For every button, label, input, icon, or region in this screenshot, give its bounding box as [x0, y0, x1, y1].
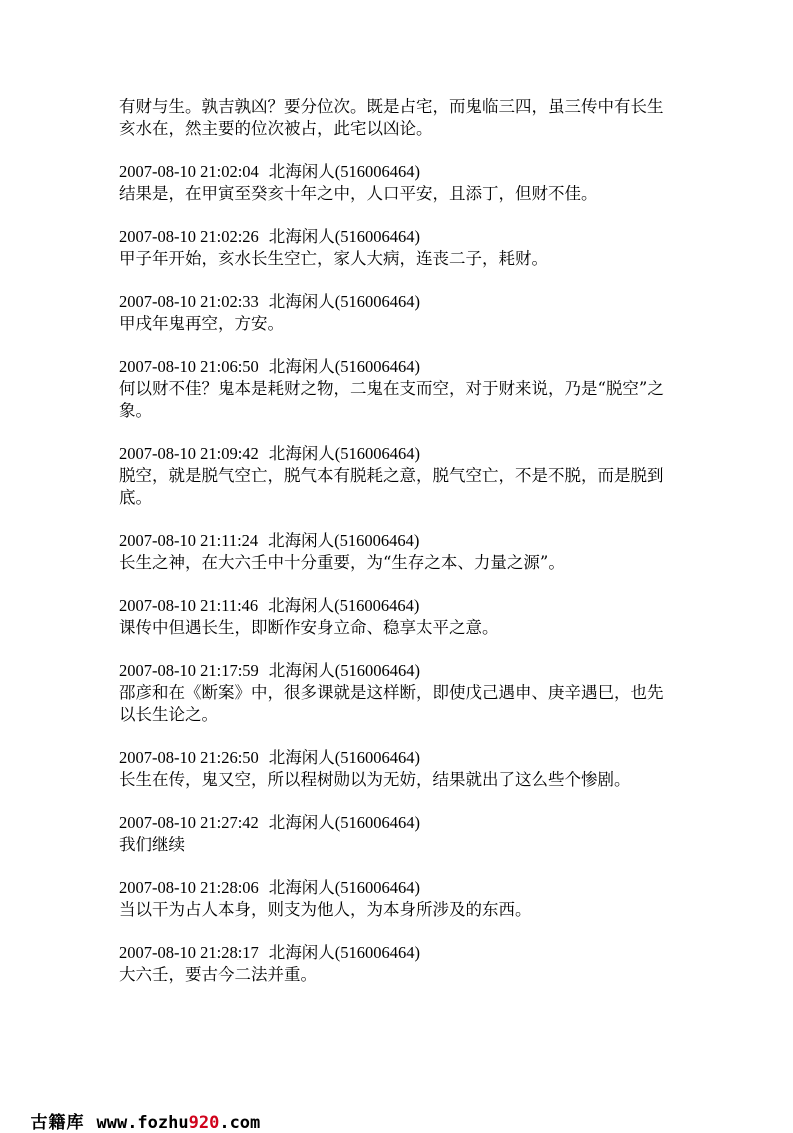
- entry-message: 甲戌年鬼再空，方安。: [119, 314, 284, 333]
- entry-author: 北海闲人(516006464): [268, 748, 421, 767]
- url-suffix: .com: [219, 1113, 261, 1133]
- entry-author: 北海闲人(516006464): [268, 878, 421, 897]
- entry-author: 北海闲人(516006464): [268, 292, 421, 311]
- chat-entry: [119, 877, 679, 921]
- entry-author: 北海闲人(516006464): [268, 813, 421, 832]
- entry-header: [119, 660, 679, 682]
- entry-timestamp: 2007-08-10 21:17:59: [119, 661, 259, 680]
- entry-message: 课传中但遇长生，即断作安身立命、稳享太平之意。: [119, 618, 499, 637]
- entry-header: [119, 942, 679, 964]
- site-name: 古籍库: [30, 1113, 85, 1133]
- url-prefix: www.fozhu: [96, 1113, 189, 1133]
- chat-entry: [119, 660, 679, 726]
- entry-message: 甲子年开始，亥水长生空亡，家人大病，连丧二子，耗财。: [119, 249, 548, 268]
- chat-entry: [119, 595, 679, 639]
- url-accent: 920: [188, 1113, 220, 1133]
- entry-timestamp: 2007-08-10 21:26:50: [119, 748, 259, 767]
- chat-entry: [119, 161, 679, 205]
- entry-message: 何以财不佳？鬼本是耗财之物，二鬼在支而空，对于财来说，乃是“脱空”之象。: [119, 379, 664, 420]
- entry-timestamp: 2007-08-10 21:09:42: [119, 444, 259, 463]
- entry-message: 我们继续: [119, 835, 185, 854]
- chat-entry: [119, 226, 679, 270]
- entry-header: [119, 747, 679, 769]
- entry-timestamp: 2007-08-10 21:11:46: [119, 596, 259, 615]
- site-url-link[interactable]: [96, 1113, 260, 1133]
- entry-timestamp: 2007-08-10 21:06:50: [119, 357, 259, 376]
- entry-timestamp: 2007-08-10 21:11:24: [119, 531, 259, 550]
- chat-entry: [119, 530, 679, 574]
- chat-log: [119, 161, 679, 986]
- chat-entry: [119, 942, 679, 986]
- document-body: [119, 96, 679, 986]
- entry-message: 长生在传，鬼又空，所以程树勋以为无妨，结果就出了这么些个惨剧。: [119, 770, 631, 789]
- entry-message: 结果是，在甲寅至癸亥十年之中，人口平安，且添丁，但财不佳。: [119, 184, 598, 203]
- entry-author: 北海闲人(516006464): [268, 943, 421, 962]
- chat-entry: [119, 812, 679, 856]
- entry-timestamp: 2007-08-10 21:28:06: [119, 878, 259, 897]
- entry-author: 北海闲人(516006464): [268, 596, 420, 615]
- chat-entry: [119, 356, 679, 422]
- entry-author: 北海闲人(516006464): [268, 162, 421, 181]
- entry-timestamp: 2007-08-10 21:28:17: [119, 943, 259, 962]
- entry-header: [119, 595, 679, 617]
- entry-header: [119, 356, 679, 378]
- entry-timestamp: 2007-08-10 21:02:33: [119, 292, 259, 311]
- entry-author: 北海闲人(516006464): [268, 531, 420, 550]
- intro-paragraph: 有财与生。孰吉孰凶？要分位次。既是占宅，而鬼临三四，虽三传中有长生亥水在，然主要的位次被占，此宅以凶论。: [119, 97, 664, 138]
- entry-message: 长生之神，在大六壬中十分重要，为“生存之本、力量之源”。: [119, 553, 565, 572]
- chat-entry: [119, 443, 679, 509]
- entry-author: 北海闲人(516006464): [268, 661, 421, 680]
- entry-author: 北海闲人(516006464): [268, 227, 421, 246]
- entry-author: 北海闲人(516006464): [268, 357, 421, 376]
- entry-timestamp: 2007-08-10 21:27:42: [119, 813, 259, 832]
- entry-message: 邵彦和在《断案》中，很多课就是这样断，即使戊己遇申、庚辛遇巳，也先以长生论之。: [119, 683, 664, 724]
- site-footer: [10, 1088, 260, 1133]
- entry-header: [119, 877, 679, 899]
- entry-header: [119, 812, 679, 834]
- entry-author: 北海闲人(516006464): [268, 444, 421, 463]
- entry-message: 当以干为占人本身，则支为他人，为本身所涉及的东西。: [119, 900, 532, 919]
- entry-header: [119, 161, 679, 183]
- entry-message: 大六壬，要古今二法并重。: [119, 965, 317, 984]
- entry-header: [119, 226, 679, 248]
- entry-header: [119, 291, 679, 313]
- chat-entry: [119, 747, 679, 791]
- entry-timestamp: 2007-08-10 21:02:26: [119, 227, 259, 246]
- entry-timestamp: 2007-08-10 21:02:04: [119, 162, 259, 181]
- entry-message: 脱空，就是脱气空亡，脱气本有脱耗之意，脱气空亡，不是不脱，而是脱到底。: [119, 466, 664, 507]
- entry-header: [119, 530, 679, 552]
- entry-header: [119, 443, 679, 465]
- chat-entry: [119, 291, 679, 335]
